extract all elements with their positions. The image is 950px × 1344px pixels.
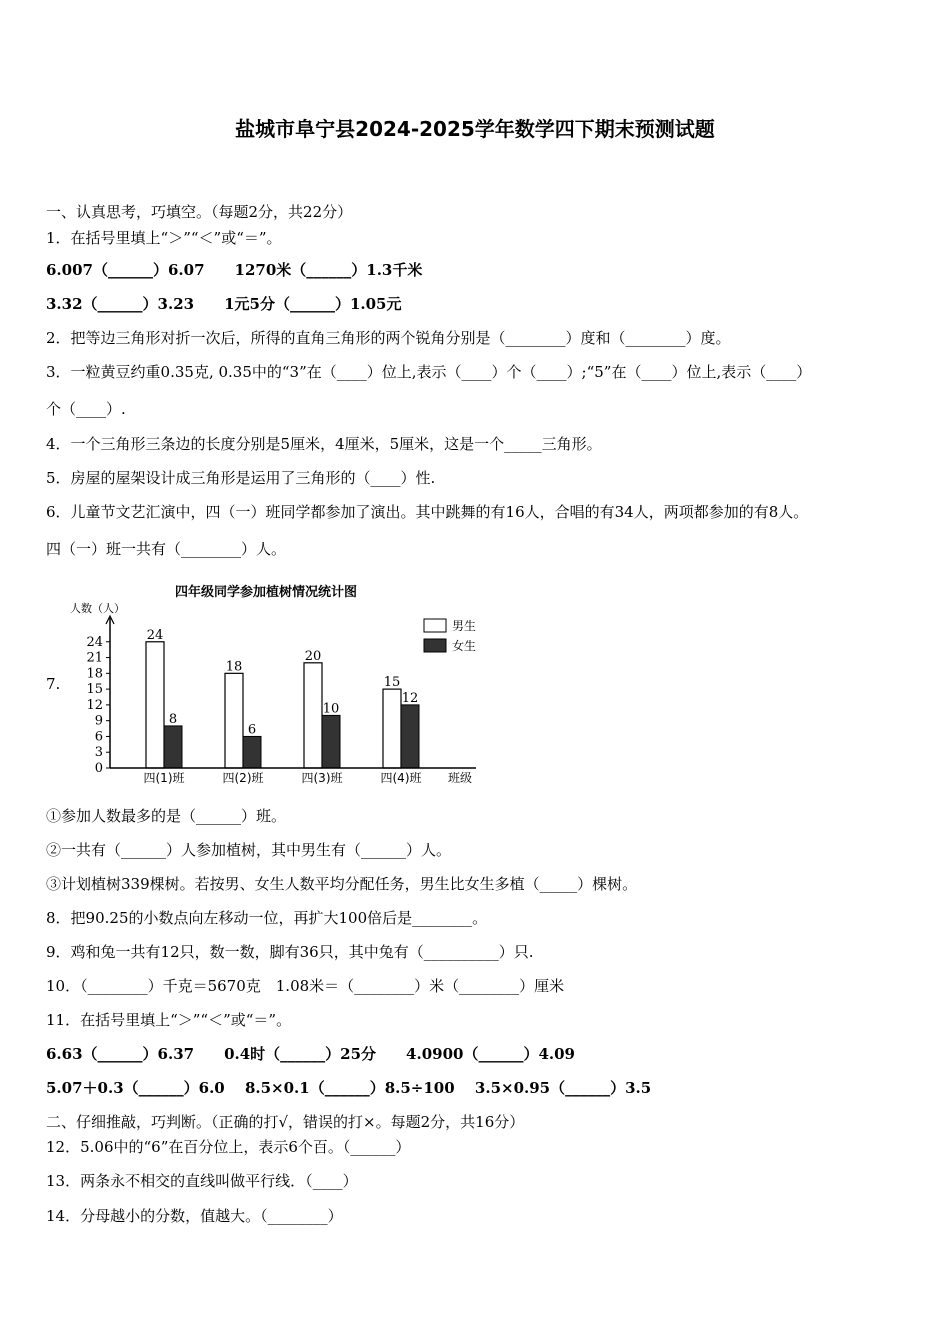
bar-female: [401, 705, 419, 768]
question-14: 14．分母越小的分数，值越大。（________）: [46, 1207, 343, 1225]
bar-label-male: 15: [383, 675, 401, 691]
bar-label-female: 12: [401, 690, 419, 706]
x-tick-label: 四(3)班: [301, 771, 343, 785]
legend-swatch-female: [424, 639, 446, 652]
bar-label-female: 8: [168, 711, 178, 727]
x-tick-label: 四(2)班: [222, 771, 264, 785]
y-tick-label: 24: [86, 634, 103, 650]
y-tick-label: 18: [86, 666, 103, 682]
y-tick-label: 21: [86, 650, 103, 666]
question-1-row-2: 3.32（______）3.23 1元5分（______）1.05元: [46, 295, 402, 313]
chart-xlabel: 班级: [448, 771, 473, 785]
chart-ylabel: 人数（人）: [70, 602, 125, 615]
section-1-heading: 一、认真思考，巧填空。（每题2分，共22分）: [46, 203, 353, 221]
page-title: 盐城市阜宁县2024-2025学年数学四下期末预测试题: [235, 117, 715, 141]
bar-label-female: 6: [247, 722, 257, 738]
bar-label-male: 24: [146, 627, 164, 643]
question-7-part-2: ②一共有（______）人参加植树，其中男生有（______）人。: [46, 841, 452, 859]
question-12: 12．5.06中的“6”在百分位上，表示6个百。（______）: [46, 1138, 411, 1156]
question-11: 11．在括号里填上“＞”“＜”或“＝”。: [46, 1011, 292, 1029]
bar-label-male: 18: [225, 659, 243, 675]
legend-label-male: 男生: [452, 619, 477, 633]
bar-label-male: 20: [304, 648, 322, 664]
x-tick-label: 四(4)班: [380, 771, 422, 785]
bar-female: [164, 726, 182, 768]
bar-male: [146, 642, 164, 768]
question-3-cont: 个（____）.: [46, 400, 126, 418]
question-13: 13．两条永不相交的直线叫做平行线．（____）: [46, 1172, 358, 1190]
question-1: 1．在括号里填上“＞”“＜”或“＝”。: [46, 229, 282, 247]
question-3: 3．一粒黄豆约重0.35克, 0.35中的“3”在（____）位上,表示（____）个（____）;“5”在（____）位上,表示（____）: [46, 363, 812, 381]
bar-female: [243, 736, 261, 768]
bar-male: [383, 689, 401, 768]
question-7-part-3: ③计划植树339棵树。若按男、女生人数平均分配任务，男生比女生多植（_____）棵树。: [46, 875, 638, 893]
question-4: 4．一个三角形三条边的长度分别是5厘米，4厘米，5厘米，这是一个_____三角形。: [46, 435, 602, 453]
legend-label-female: 女生: [452, 639, 477, 653]
question-6: 6．儿童节文艺汇演中，四（一）班同学都参加了演出。其中跳舞的有16人，合唱的有34人，两项都参加的有8人。: [46, 503, 809, 521]
x-tick-label: 四(1)班: [143, 771, 185, 785]
question-10: 10．（________）千克＝5670克 1.08米＝（________）米（________）厘米: [46, 977, 565, 995]
question-6-cont: 四（一）班一共有（________）人。: [46, 540, 287, 558]
section-2-heading: 二、仔细推敲，巧判断。（正确的打√，错误的打×。每题2分，共16分）: [46, 1113, 525, 1131]
chart-title: 四年级同学参加植树情况统计图: [174, 585, 358, 600]
question-11-row-1: 6.63（______）6.37 0.4时（______）25分 4.0900（______）4.09: [46, 1045, 575, 1063]
question-2: 2．把等边三角形对折一次后，所得的直角三角形的两个锐角分别是（________）度和（________）度。: [46, 329, 731, 347]
bar-chart: [66, 578, 486, 788]
question-7-part-1: ①参加人数最多的是（______）班。: [46, 807, 287, 825]
bar-label-female: 10: [322, 701, 340, 717]
y-tick-label: 15: [86, 682, 103, 698]
question-8: 8．把90.25的小数点向左移动一位，再扩大100倍后是________。: [46, 909, 488, 927]
y-tick-label: 6: [94, 729, 103, 745]
question-11-row-2: 5.07＋0.3（______）6.0 8.5×0.1（______）8.5÷100 3.5×0.95（______）3.5: [46, 1079, 652, 1097]
question-7-number: 7.: [46, 675, 61, 693]
y-tick-label: 3: [94, 745, 103, 761]
y-tick-label: 0: [94, 761, 103, 776]
question-1-row-1: 6.007（______）6.07 1270米（______）1.3千米: [46, 261, 423, 279]
legend-swatch-male: [424, 619, 446, 632]
question-9: 9．鸡和兔一共有12只，数一数，脚有36只，其中兔有（__________）只.: [46, 943, 534, 961]
y-tick-label: 9: [94, 713, 103, 729]
bar-female: [322, 715, 340, 768]
bar-male: [225, 673, 243, 768]
question-5: 5．房屋的屋架设计成三角形是运用了三角形的（____）性.: [46, 469, 436, 487]
bar-male: [304, 663, 322, 768]
y-tick-label: 12: [86, 697, 103, 713]
